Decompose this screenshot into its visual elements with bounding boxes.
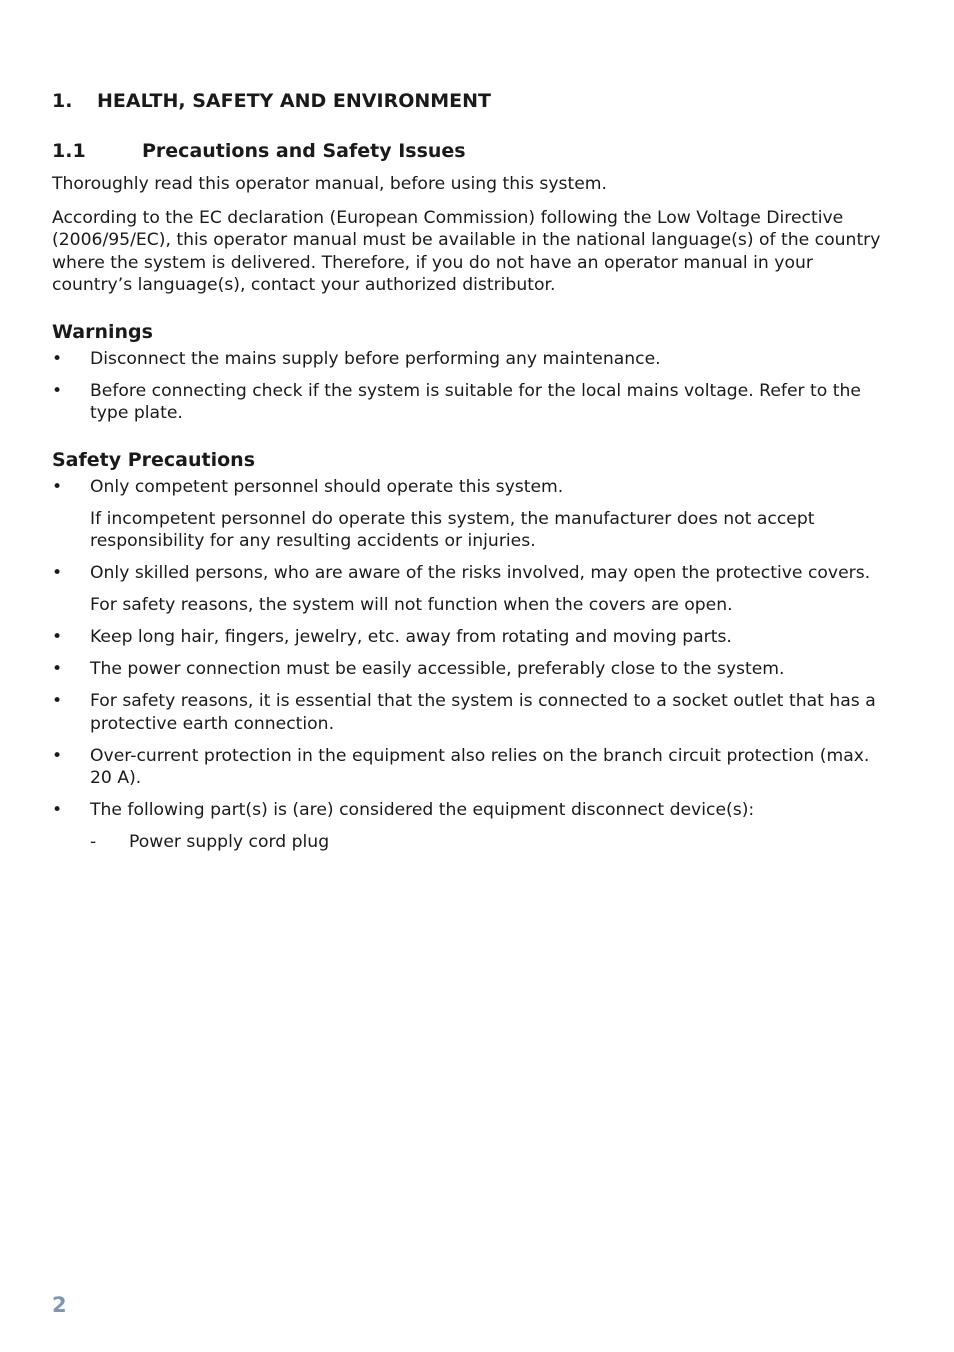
list-item-text: Keep long hair, fingers, jewelry, etc. away from rotating and moving parts. bbox=[90, 627, 732, 647]
list-item bbox=[52, 476, 882, 499]
bullet-icon: • bbox=[52, 745, 63, 766]
list-item bbox=[52, 799, 882, 822]
list-item-text: The power connection must be easily accessible, preferably close to the system. bbox=[90, 659, 785, 679]
list-item bbox=[52, 380, 882, 425]
list-item bbox=[52, 348, 882, 371]
list-item-text: Over-current protection in the equipment also relies on the branch circuit protection (max. 20 A). bbox=[90, 745, 870, 788]
document-page bbox=[52, 88, 882, 863]
list-item-text: For safety reasons, it is essential that the system is connected to a socket outlet that has a protective earth connection. bbox=[90, 691, 876, 734]
list-item-note: For safety reasons, the system will not function when the covers are open. bbox=[90, 595, 733, 615]
bullet-icon: • bbox=[52, 348, 63, 369]
list-item bbox=[52, 745, 882, 790]
list-item-text: Before connecting check if the system is suitable for the local mains voltage. Refer to the type plate. bbox=[90, 380, 861, 423]
bullet-icon: • bbox=[52, 659, 63, 679]
list-item bbox=[52, 658, 882, 681]
warnings-heading: Warnings bbox=[52, 320, 153, 343]
bullet-icon: • bbox=[52, 380, 63, 401]
intro-paragraph: Thoroughly read this operator manual, before using this system. bbox=[52, 174, 607, 194]
section-number: 1. bbox=[52, 90, 73, 112]
intro-paragraph: According to the EC declaration (European Commission) following the Low Voltage Directive (2006/95/EC), this operator manual must be available in the national language(s) of the country where the system is delivered. Therefore, if you do not have an operator manual in your country’s language(s), contact your authorized distributor. bbox=[52, 207, 881, 295]
subsection-title: Precautions and Safety Issues bbox=[142, 140, 466, 162]
section-title: HEALTH, SAFETY AND ENVIRONMENT bbox=[97, 90, 491, 112]
list-item bbox=[52, 562, 882, 585]
sub-list-item bbox=[90, 831, 882, 854]
list-item-text: Only skilled persons, who are aware of the risks involved, may open the protective covers. bbox=[90, 563, 871, 583]
sub-list-item-text: Power supply cord plug bbox=[129, 832, 330, 852]
list-item-text: The following part(s) is (are) considered the equipment disconnect device(s): bbox=[90, 800, 755, 820]
list-item-note: If incompetent personnel do operate this system, the manufacturer does not accept responsibility for any resulting accidents or injuries. bbox=[90, 508, 815, 551]
bullet-icon: • bbox=[52, 563, 63, 583]
safety-precautions-heading: Safety Precautions bbox=[52, 448, 256, 471]
list-item bbox=[52, 626, 882, 649]
list-item-text: Only competent personnel should operate this system. bbox=[90, 476, 564, 497]
section-heading bbox=[52, 88, 882, 114]
list-item-text: Disconnect the mains supply before performing any maintenance. bbox=[90, 348, 661, 369]
list-item bbox=[52, 690, 882, 735]
page-number: 2 bbox=[52, 1293, 67, 1317]
bullet-icon: • bbox=[52, 691, 63, 711]
bullet-icon: • bbox=[52, 800, 63, 820]
dash-icon: - bbox=[90, 832, 97, 852]
subsection-number: 1.1 bbox=[52, 140, 86, 162]
bullet-icon: • bbox=[52, 627, 63, 647]
bullet-icon: • bbox=[52, 476, 63, 497]
subsection-heading bbox=[52, 138, 882, 164]
